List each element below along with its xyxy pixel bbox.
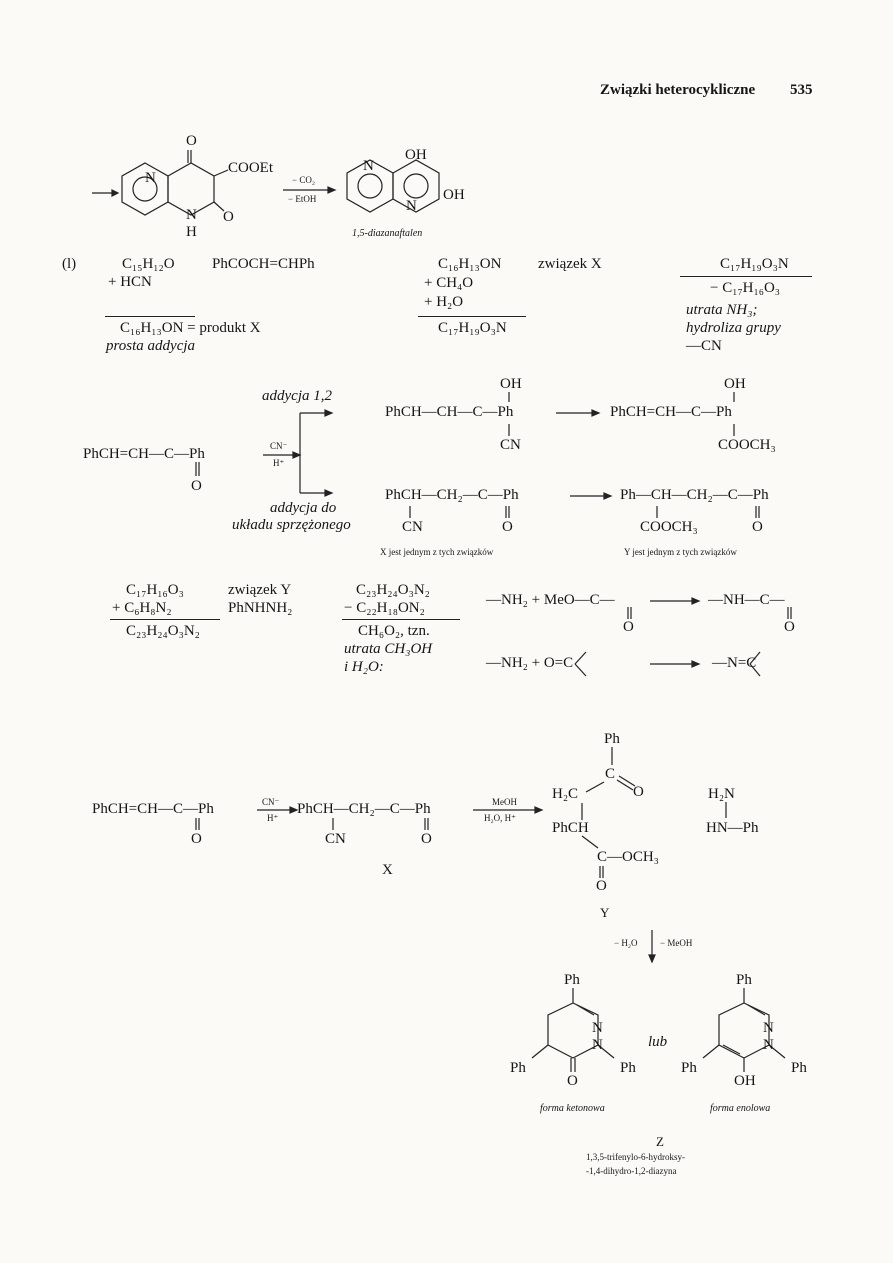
col1-line1b: PhCOCH=CHPh bbox=[212, 256, 315, 272]
main-start-o: O bbox=[191, 831, 202, 847]
product-n1: N bbox=[363, 158, 374, 174]
y-c: C bbox=[605, 766, 616, 782]
enol-oh: OH bbox=[734, 1073, 756, 1089]
main-x-o: O bbox=[421, 831, 432, 847]
y-c1-line3: C₂₃H₂₄O₃N₂ bbox=[126, 623, 200, 639]
reactant-pyridine-n: N bbox=[145, 170, 156, 186]
p2-ester: PhCH=CH—C—Ph bbox=[610, 404, 732, 420]
col1-line3: C₁₆H₁₃ON = produkt X bbox=[120, 320, 261, 336]
start-enone-o: O bbox=[191, 478, 202, 494]
y-phch: PhCH bbox=[552, 820, 589, 836]
keto-n2: N bbox=[592, 1020, 603, 1036]
label-conj-2: układu sprzężonego bbox=[232, 517, 351, 533]
main-x-struct: PhCH—CH₂—C—Ph bbox=[297, 801, 431, 817]
start-enone: PhCH=CH—C—Ph bbox=[83, 446, 205, 462]
p2-cooch3: COOCH₃ bbox=[718, 437, 776, 453]
p3-cn: CN bbox=[402, 519, 423, 535]
col3-line1: C₁₇H₁₉O₃N bbox=[720, 256, 789, 272]
y-c1-line1b: związek Y bbox=[228, 582, 292, 598]
hydrazine-hn-ph: HN—Ph bbox=[706, 820, 759, 836]
p1-cyanohydrin: PhCH—CH—C—Ph bbox=[385, 404, 514, 420]
product-oh1: OH bbox=[405, 147, 427, 163]
reactant-ester: COOEt bbox=[228, 160, 273, 176]
col1-line1a: C₁₅H₁₂O bbox=[122, 256, 175, 272]
enol-ph-n: Ph bbox=[791, 1060, 807, 1076]
main-reagent-cn: CN⁻ bbox=[262, 797, 280, 807]
col2-line1b: związek X bbox=[538, 256, 602, 272]
enol-n1: N bbox=[763, 1037, 774, 1053]
arrow-label-etoh: − EtOH bbox=[288, 194, 317, 204]
y-ester-o: O bbox=[596, 878, 607, 894]
y-c1-line2b: PhNHNH₂ bbox=[228, 600, 293, 616]
reactant-amide-n: N bbox=[186, 207, 197, 223]
col3-line2: − C₁₇H₁₆O₃ bbox=[710, 280, 781, 296]
p1-oh: OH bbox=[500, 376, 522, 392]
page-header-title: Związki heterocykliczne bbox=[600, 82, 756, 98]
y-c2-line5: i H₂O: bbox=[344, 659, 384, 675]
reactant-ketone-o: O bbox=[186, 133, 197, 149]
reactant-lactam-o: O bbox=[223, 209, 234, 225]
enol-n2: N bbox=[763, 1020, 774, 1036]
p4-cooch3: COOCH₃ bbox=[640, 519, 698, 535]
enol-ph-c: Ph bbox=[681, 1060, 697, 1076]
y-ester: C—OCH₃ bbox=[597, 849, 659, 865]
col1-note: prosta addycja bbox=[106, 338, 196, 354]
y-o: O bbox=[633, 784, 644, 800]
keto-caption: forma ketonowa bbox=[540, 1103, 605, 1114]
product-oh2: OH bbox=[443, 187, 465, 203]
note-y: Y jest jednym z tych związków bbox=[624, 547, 737, 557]
z-label: Z bbox=[656, 1134, 664, 1149]
reagent-h: H⁺ bbox=[273, 458, 285, 468]
p2-oh: OH bbox=[724, 376, 746, 392]
lub-label: lub bbox=[648, 1034, 668, 1050]
z-name-2: -1,4-dihydro-1,2-diazyna bbox=[586, 1166, 677, 1176]
col1-line2: + HCN bbox=[108, 274, 152, 290]
rxn2-left: —NH₂ + O=C bbox=[486, 655, 574, 671]
col2-line1a: C₁₆H₁₃ON bbox=[438, 256, 502, 272]
y-c2-line3: CH₆O₂, tzn. bbox=[358, 623, 430, 639]
part-l-number: (l) bbox=[62, 256, 77, 272]
down-label-h2o: − H₂O bbox=[614, 938, 638, 948]
main-x-label: X bbox=[382, 862, 393, 878]
col3-line3: utrata NH₃; bbox=[686, 302, 758, 318]
note-x: X jest jednym z tych związków bbox=[380, 547, 494, 557]
p3-o: O bbox=[502, 519, 513, 535]
p4-o: O bbox=[752, 519, 763, 535]
enol-ph-top: Ph bbox=[736, 972, 752, 988]
arrow-label-co2: − CO₂ bbox=[292, 175, 315, 185]
main-reagent-h: H⁺ bbox=[267, 813, 279, 823]
y-label: Y bbox=[600, 905, 610, 920]
label-addition-12: addycja 1,2 bbox=[262, 388, 332, 404]
product-n2: N bbox=[406, 198, 417, 214]
rxn1-right: —NH—C— bbox=[708, 592, 785, 608]
p4-ketoester: Ph—CH—CH₂—C—Ph bbox=[620, 487, 769, 503]
page-number: 535 bbox=[790, 82, 813, 98]
label-conj-1: addycja do bbox=[270, 500, 337, 516]
y-c2-line4: utrata CH₃OH bbox=[344, 641, 433, 657]
y-c2-line2: − C₂₂H₁₈ON₂ bbox=[344, 600, 425, 616]
product-name: 1,5-diazanaftalen bbox=[352, 228, 423, 239]
keto-ph-n: Ph bbox=[620, 1060, 636, 1076]
col3-line5: —CN bbox=[686, 338, 722, 354]
main-reagent-h2o: H₂O, H⁺ bbox=[484, 813, 516, 823]
keto-o: O bbox=[567, 1073, 578, 1089]
y-c1-line1a: C₁₇H₁₆O₃ bbox=[126, 582, 184, 598]
rxn2-right: —N=C bbox=[712, 655, 757, 671]
reactant-nh-h: H bbox=[186, 224, 197, 240]
keto-n1: N bbox=[592, 1037, 603, 1053]
down-label-meoh: − MeOH bbox=[660, 938, 693, 948]
col2-line4: C₁₇H₁₉O₃N bbox=[438, 320, 507, 336]
p1-cn: CN bbox=[500, 437, 521, 453]
p3-nitrile: PhCH—CH₂—C—Ph bbox=[385, 487, 519, 503]
y-h2c: H₂C bbox=[552, 786, 579, 802]
main-reagent-meoh: MeOH bbox=[492, 797, 517, 807]
keto-ph-c: Ph bbox=[510, 1060, 526, 1076]
y-ph: Ph bbox=[604, 731, 620, 747]
y-c1-line2a: + C₆H₈N₂ bbox=[112, 600, 172, 616]
col2-line2: + CH₄O bbox=[424, 275, 474, 291]
rxn1-left-o: O bbox=[623, 619, 634, 635]
hydrazine-h2n: H₂N bbox=[708, 786, 735, 802]
z-name-1: 1,3,5-trifenylo-6-hydroksy- bbox=[586, 1152, 685, 1162]
rxn1-right-o: O bbox=[784, 619, 795, 635]
main-start: PhCH=CH—C—Ph bbox=[92, 801, 214, 817]
reagent-cn: CN⁻ bbox=[270, 441, 288, 451]
col3-line4: hydroliza grupy bbox=[686, 320, 781, 336]
col2-line3: + H₂O bbox=[424, 294, 464, 310]
rxn1-left: —NH₂ + MeO—C— bbox=[486, 592, 615, 608]
keto-ph-top: Ph bbox=[564, 972, 580, 988]
main-x-cn: CN bbox=[325, 831, 346, 847]
y-c2-line1: C₂₃H₂₄O₃N₂ bbox=[356, 582, 430, 598]
enol-caption: forma enolowa bbox=[710, 1103, 771, 1114]
